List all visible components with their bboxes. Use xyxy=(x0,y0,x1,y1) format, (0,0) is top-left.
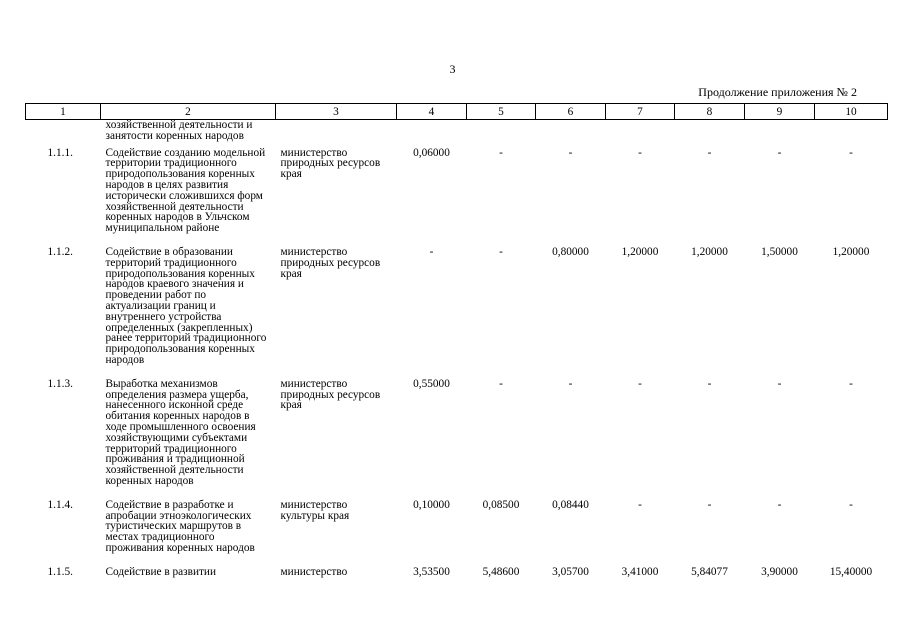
row-executor: министерство культуры края xyxy=(280,498,350,522)
header-cell: 1 xyxy=(26,104,101,120)
row-description: Содействие в развитии xyxy=(105,565,217,578)
row-description: Содействие в разработке и апробации этноэкологических туристических маршрутов в местах традиционного проживания коренных народов xyxy=(105,498,255,554)
row-value: - xyxy=(777,146,782,159)
row-number: 1.1.4. xyxy=(47,498,73,511)
appendix-continuation-label: Продолжение приложения № 2 xyxy=(698,85,857,99)
row-executor: министерство природных ресурсов края xyxy=(280,146,381,181)
row-value: 1,50000 xyxy=(761,245,798,258)
row-number: 1.1.5. xyxy=(47,565,73,578)
table-row xyxy=(26,373,888,494)
row-description: Содействие в образовании территорий традиционного природопользования коренных народов краевого значения и проведении работ по актуализации границ и внутреннего устройства определенных (закрепленных) ранее территорий традиционного природопользования коренных народов xyxy=(105,245,267,366)
header-cell: 10 xyxy=(815,104,888,120)
header-cell: 6 xyxy=(536,104,606,120)
row-value: 1,20000 xyxy=(621,245,659,258)
row-description: Содействие созданию модельной территории традиционного природопользования коренных народов в целях развития исторически сложившихся форм хозяйственной деятельности коренных народов в Ульчском муниципальном районе xyxy=(105,146,266,235)
row-value: - xyxy=(777,498,782,511)
row-value: 3,53500 xyxy=(413,565,450,578)
row-value: 0,08440 xyxy=(552,498,589,511)
header-cell: 9 xyxy=(745,104,815,120)
row-value: - xyxy=(499,245,503,258)
header-cell: 2 xyxy=(101,104,276,120)
row-value: 0,06000 xyxy=(413,146,450,159)
table-row xyxy=(26,494,888,561)
row-value: - xyxy=(777,377,782,390)
row-value: - xyxy=(429,245,434,258)
row-executor: министерство природных ресурсов края xyxy=(280,245,381,280)
row-value: - xyxy=(568,146,573,159)
row-value: 3,41000 xyxy=(621,565,659,578)
header-cell: 8 xyxy=(675,104,745,120)
row-executor: министерство xyxy=(280,565,348,578)
row-value: - xyxy=(638,377,642,390)
row-value: - xyxy=(707,146,712,159)
row-value: - xyxy=(849,146,853,159)
header-cell: 7 xyxy=(606,104,675,120)
continuation-row xyxy=(26,120,888,142)
row-value: 0,55000 xyxy=(413,377,450,390)
row-value: - xyxy=(638,146,642,159)
row-value: - xyxy=(707,377,712,390)
row-value: 1,20000 xyxy=(832,245,870,258)
table-row xyxy=(26,241,888,373)
row-number: 1.1.1. xyxy=(47,146,73,159)
header-cell: 3 xyxy=(276,104,397,120)
row-value: 0,08500 xyxy=(482,498,520,511)
row-value: 3,05700 xyxy=(552,565,589,578)
appendix-table xyxy=(25,103,888,584)
row-executor: министерство природных ресурсов края xyxy=(280,377,381,412)
row-value: 5,84077 xyxy=(691,565,728,578)
row-value: 0,80000 xyxy=(552,245,589,258)
row-value: - xyxy=(707,498,712,511)
table-row xyxy=(26,142,888,241)
row-value: 1,20000 xyxy=(691,245,728,258)
row-number: 1.1.3. xyxy=(47,377,73,390)
row-value: 15,40000 xyxy=(829,565,873,578)
page-number: 3 xyxy=(449,62,456,76)
row-value: - xyxy=(499,146,503,159)
row-value: 5,48600 xyxy=(482,565,520,578)
row-description: Выработка механизмов определения размера ущерба, нанесенного исконной среде обитания коренных народов в ходе промышленного освоения хозяйствующими субъектами территорий традиционного проживания и традиционной хозяйственной деятельности коренных народов xyxy=(105,377,256,487)
header-cell: 4 xyxy=(397,104,467,120)
row-value: - xyxy=(638,498,642,511)
table-row xyxy=(26,561,888,585)
continuation-text: хозяйственной деятельности и занятости коренных народов xyxy=(105,119,253,142)
row-value: - xyxy=(568,377,573,390)
header-cell: 5 xyxy=(467,104,536,120)
row-value: - xyxy=(499,377,503,390)
table-header-row xyxy=(26,104,888,120)
row-value: 3,90000 xyxy=(761,565,798,578)
row-value: 0,10000 xyxy=(413,498,450,511)
row-value: - xyxy=(849,377,853,390)
row-number: 1.1.2. xyxy=(47,245,73,258)
row-value: - xyxy=(849,498,853,511)
